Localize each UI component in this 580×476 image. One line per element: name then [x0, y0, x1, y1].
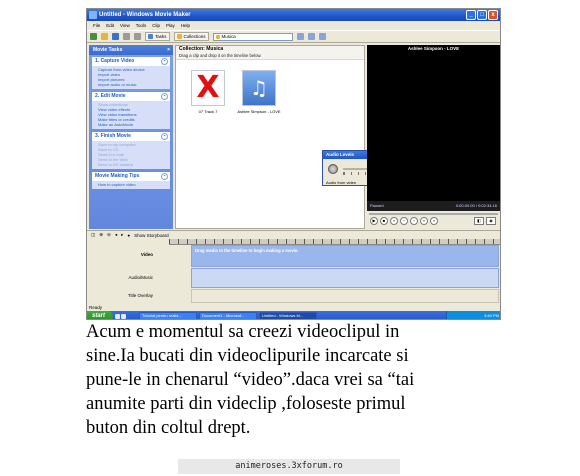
task-link[interactable]: View video transitions [98, 112, 137, 117]
task-link[interactable]: Capture from video device [98, 67, 145, 72]
task-link: Save to CD [98, 147, 119, 152]
task-group [92, 172, 170, 189]
error-x-icon: X [196, 70, 220, 105]
menu-help[interactable]: Help [180, 23, 191, 28]
play-timeline-icon[interactable]: ▸ [121, 232, 124, 237]
collection-header [176, 46, 364, 60]
menu-view[interactable]: View [120, 23, 130, 28]
seek-bar[interactable] [369, 213, 498, 215]
rewind-icon[interactable]: « [390, 217, 398, 225]
caption-line: Acum e momentul sa creezi videoclipul in [86, 322, 400, 342]
minimize-button[interactable]: _ [466, 10, 476, 20]
menu-tools[interactable]: Tools [135, 23, 147, 28]
menu-file[interactable]: File [93, 23, 101, 28]
set-audio-levels-icon[interactable]: ◫ [91, 232, 96, 237]
open-project-icon[interactable] [101, 33, 108, 40]
tasks-button-label: Tasks [155, 34, 167, 39]
taskbar-window-button[interactable]: Tutorial pentru realiz... [139, 312, 197, 320]
new-folder-icon[interactable] [308, 33, 315, 40]
tasks-icon [148, 34, 153, 39]
start-button[interactable]: start [87, 311, 113, 320]
task-link[interactable]: View video effects [98, 107, 131, 112]
collection-panel [175, 45, 365, 229]
task-link[interactable]: Make an AutoMovie [98, 122, 134, 127]
status-bar: Ready [87, 305, 500, 311]
windows-taskbar [87, 311, 501, 320]
site-footer: animeroses.3xforum.ro [178, 459, 400, 474]
save-project-icon[interactable] [112, 33, 119, 40]
task-link: Send in e-mail [98, 152, 124, 157]
clip-thumbnail [191, 70, 225, 106]
title-overlay-track-lane[interactable] [191, 289, 499, 303]
next-frame-icon[interactable]: › [410, 217, 418, 225]
playback-controls [370, 217, 438, 225]
audio-music-track-lane[interactable] [191, 268, 499, 288]
collections-button[interactable] [174, 32, 209, 41]
folder-icon [216, 35, 220, 39]
task-group-title: Movie Making Tips [95, 173, 140, 179]
task-group-title: Edit Movie [100, 93, 126, 99]
zoom-out-icon[interactable]: ⊖ [107, 232, 111, 237]
clip-label: Ashlee Simpson - LOVE [237, 109, 281, 114]
preview-monitor [367, 45, 500, 229]
video-track-lane[interactable] [191, 245, 499, 267]
playback-status: Paused [370, 203, 384, 208]
task-link[interactable]: Make titles or credits [98, 117, 135, 122]
clip-thumbnail [242, 70, 276, 106]
rewind-timeline-icon[interactable]: ◂ [114, 232, 118, 237]
monitor-screen [367, 53, 500, 201]
task-group [92, 92, 170, 129]
window-titlebar[interactable] [87, 9, 500, 21]
task-link[interactable]: Import pictures [98, 77, 125, 82]
task-link: Send to the Web [98, 157, 128, 162]
play-icon[interactable]: ▶ [370, 217, 378, 225]
monitor-extra-controls [474, 217, 496, 225]
split-clip-icon[interactable]: ◧ [474, 217, 484, 225]
new-project-icon[interactable] [90, 33, 97, 40]
chevron-up-icon[interactable]: ⌃ [162, 94, 167, 99]
movie-maker-app-icon [89, 11, 97, 19]
chevron-up-icon[interactable]: ⌃ [162, 134, 167, 139]
caption-line: buton din coltul drept. [86, 418, 251, 438]
task-group-header[interactable] [92, 132, 170, 141]
audio-from-video-label: Audio from video [326, 180, 357, 185]
collection-title: Collection: Musica [179, 46, 224, 52]
menu-clip[interactable]: Clip [152, 23, 160, 28]
caption-line: sine.Ia bucati din videoclipurile incarcate si [86, 346, 409, 366]
redo-icon[interactable] [134, 33, 141, 40]
window-title: Untitled - Windows Movie Maker [99, 12, 191, 18]
task-link[interactable]: Import video [98, 72, 121, 77]
show-storyboard-button[interactable]: Show Storyboard [134, 232, 169, 238]
taskbar-window-button[interactable]: Untitled - Windows M... [259, 312, 317, 320]
task-link: Save to my computer [98, 142, 136, 147]
previous-frame-icon[interactable]: ‹ [400, 217, 408, 225]
movie-tasks-title: Movie Tasks [93, 47, 123, 53]
collections-button-label: Collections [183, 34, 206, 39]
close-button[interactable]: x [488, 10, 498, 20]
playback-time: 0:00:00.00 / 0:02:34.16 [455, 203, 497, 208]
task-group [92, 57, 170, 89]
speaker-icon [328, 164, 338, 174]
task-group-title: Finish Movie [100, 133, 131, 139]
close-pane-icon[interactable]: × [167, 47, 170, 53]
forward-icon[interactable]: » [420, 217, 428, 225]
movie-tasks-header [89, 45, 173, 55]
system-tray [446, 311, 501, 320]
title-overlay-track-label: Title Overlay [127, 293, 153, 298]
chevron-up-icon[interactable]: ⌃ [162, 59, 167, 64]
clip-label: 07 Track 7 [198, 109, 218, 114]
caption-line: pune-le in chenarul “video”.daca vrei sa “tai [86, 370, 415, 390]
stop-icon[interactable]: ■ [380, 217, 388, 225]
caption-line: anumite parti din videclip ,foloseste primul [86, 394, 406, 414]
task-link[interactable]: How to capture video [98, 182, 136, 187]
timeline-tracks [87, 245, 501, 305]
end-icon[interactable]: » [430, 217, 438, 225]
collection-subtitle: Drag a clip and drop it on the timeline below. [179, 53, 262, 58]
task-group-title: Capture Video [100, 58, 135, 64]
task-group-header[interactable] [92, 172, 170, 181]
music-note-icon: ♫ [250, 76, 268, 100]
collection-select[interactable] [213, 33, 293, 41]
menu-play[interactable]: Play [166, 23, 175, 28]
clip-ashlee-simpson-love[interactable] [234, 70, 284, 118]
quick-launch-icon[interactable] [121, 314, 126, 319]
taskbar-window-button[interactable]: Document1 - Microsof... [199, 312, 257, 320]
monitor-title: Ashlee Simpson - LOVE [367, 45, 500, 53]
task-link: Show collections [98, 102, 128, 107]
folder-icon [177, 34, 182, 39]
audio-music-track-label: Audio/Music [128, 275, 153, 280]
video-track-hint: Drag media to the timeline to begin making a movie. [195, 248, 299, 253]
clock: 3:40 PM [484, 313, 499, 318]
task-group-header[interactable] [92, 57, 170, 66]
menu-bar [87, 21, 500, 30]
quick-launch [113, 311, 137, 320]
up-folder-icon[interactable] [297, 33, 304, 40]
video-track-label: Video [140, 252, 153, 257]
undo-icon[interactable] [123, 33, 130, 40]
movie-maker-screenshot [86, 8, 501, 320]
collection-select-value: Musica [221, 34, 236, 39]
zoom-in-icon[interactable]: ⊕ [99, 232, 104, 237]
task-group-number: 3. [95, 133, 100, 139]
task-group-header[interactable] [92, 92, 170, 101]
chevron-up-icon[interactable]: ⌃ [162, 174, 167, 179]
views-icon[interactable] [319, 33, 326, 40]
toolbar [87, 30, 500, 43]
menu-edit[interactable]: Edit [106, 23, 115, 28]
monitor-status-bar [367, 201, 500, 211]
task-group-number: 2. [95, 93, 100, 99]
task-group [92, 132, 170, 169]
task-link[interactable]: Import audio or music [98, 82, 137, 87]
snapshot-icon[interactable]: ◉ [486, 217, 496, 225]
movie-tasks-pane [89, 45, 173, 229]
timeline-toolbar [87, 230, 500, 239]
clip-track-7[interactable] [188, 70, 228, 118]
tasks-button[interactable] [145, 32, 170, 41]
audio-levels-title: Audio Levels [326, 152, 355, 157]
task-group-number: 1. [95, 58, 100, 64]
quick-launch-icon[interactable] [115, 314, 120, 319]
narrate-icon[interactable]: ● [127, 232, 131, 238]
tutorial-caption [86, 320, 526, 440]
maximize-button[interactable]: □ [477, 10, 487, 20]
task-link: Send to DV camera [98, 162, 133, 167]
